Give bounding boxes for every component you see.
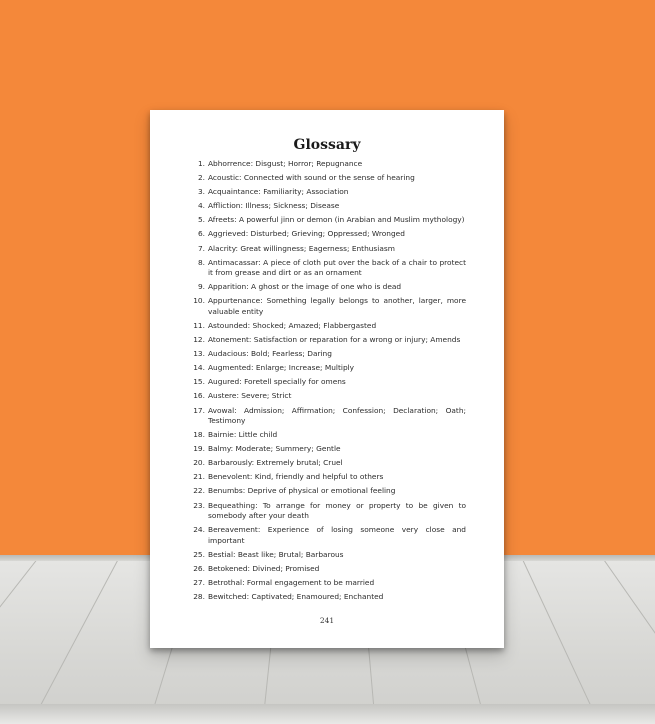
entry-number: 10. xyxy=(193,296,205,306)
entry-text: Afreets: A powerful jinn or demon (in Arabian and Muslim mythology) xyxy=(208,215,465,225)
entry-number: 26. xyxy=(193,563,205,573)
floor-plank-seam xyxy=(520,555,592,708)
floor-front-edge xyxy=(0,704,655,724)
entry-number: 1. xyxy=(197,159,205,168)
entry-number: 13. xyxy=(193,349,205,359)
entry-text: Alacrity: Great willingness; Eagerness; Enthusiasm xyxy=(208,243,395,253)
glossary-entry xyxy=(190,406,466,427)
glossary-entry xyxy=(190,229,466,240)
entry-number: 19. xyxy=(193,444,205,454)
glossary-entry xyxy=(190,296,466,317)
entry-number: 21. xyxy=(193,472,205,482)
entry-text: Benevolent: Kind, friendly and helpful to others xyxy=(208,472,384,482)
page-number: 241 xyxy=(319,616,335,625)
glossary-entry xyxy=(190,525,466,546)
entry-number: 14. xyxy=(193,363,205,373)
floor-plank-seam xyxy=(41,555,121,704)
entry-text: Apparition: A ghost or the image of one who is dead xyxy=(208,282,402,292)
entry-number: 8. xyxy=(197,257,205,267)
glossary-entry xyxy=(190,201,466,212)
glossary-entry xyxy=(190,501,466,522)
entry-text: Appurtenance: Something legally belongs to another, larger, more valuable entity xyxy=(208,296,466,316)
glossary-entry xyxy=(190,377,466,388)
entry-text: Affliction: Illness; Sickness; Disease xyxy=(208,201,340,211)
entry-number: 4. xyxy=(197,201,205,211)
glossary-entry xyxy=(190,349,466,360)
book-page xyxy=(150,110,504,648)
entry-number: 23. xyxy=(193,500,205,510)
entry-text: Augured: Foretell specially for omens xyxy=(208,377,346,387)
entry-number: 9. xyxy=(197,282,205,292)
entry-number: 17. xyxy=(193,405,205,415)
glossary-entry xyxy=(190,244,466,255)
entry-number: 16. xyxy=(193,391,205,401)
entry-number: 28. xyxy=(193,592,205,602)
entry-text: Audacious: Bold; Fearless; Daring xyxy=(208,349,332,359)
entry-number: 12. xyxy=(193,335,205,345)
entry-text: Austere: Severe; Strict xyxy=(208,391,292,401)
entry-number: 20. xyxy=(193,458,205,468)
glossary-entry xyxy=(190,486,466,497)
entry-number: 3. xyxy=(197,187,205,197)
entry-text: Betrothal: Formal engagement to be married xyxy=(208,577,375,587)
glossary-entry xyxy=(190,564,466,575)
entry-text: Bestial: Beast like; Brutal; Barbarous xyxy=(208,549,344,559)
entry-number: 15. xyxy=(193,377,205,387)
entry-text: Aggrieved: Disturbed; Grieving; Oppressed; Wronged xyxy=(208,229,405,239)
entry-number: 5. xyxy=(197,215,205,225)
entry-text: Acquaintance: Familiarity; Association xyxy=(208,187,349,197)
entry-number: 11. xyxy=(193,320,205,330)
glossary-entry xyxy=(190,578,466,589)
entry-number: 24. xyxy=(193,525,205,535)
entry-text: Astounded: Shocked; Amazed; Flabbergasted xyxy=(208,320,377,330)
page-title: Glossary xyxy=(293,137,361,153)
glossary-entry xyxy=(190,472,466,483)
entry-text: Bairnie: Little child xyxy=(208,430,278,440)
entry-number: 25. xyxy=(193,549,205,559)
entry-text: Bereavement: Experience of losing someone very close and important xyxy=(208,525,466,545)
glossary-entry xyxy=(190,159,466,170)
entry-number: 2. xyxy=(197,173,205,183)
entry-text: Benumbs: Deprive of physical or emotional feeling xyxy=(208,486,396,496)
glossary-entry xyxy=(190,335,466,346)
glossary-entry xyxy=(190,458,466,469)
glossary-entry xyxy=(190,321,466,332)
entry-text: Atonement: Satisfaction or reparation for a wrong or injury; Amends xyxy=(208,335,461,345)
entry-text: Bequeathing: To arrange for money or property to be given to somebody after your death xyxy=(208,500,466,521)
glossary-entry xyxy=(190,173,466,184)
entry-text: Antimacassar: A piece of cloth put over the back of a chair to protect it from grease and dirt or as an ornament xyxy=(208,257,466,278)
glossary-entry xyxy=(190,282,466,293)
entry-number: 6. xyxy=(197,229,205,239)
entry-text: Avowal: Admission; Affirmation; Confession; Declaration; Oath; Testimony xyxy=(208,405,466,425)
floor-plank-seam xyxy=(0,555,41,688)
entry-text: Augmented: Enlarge; Increase; Multiply xyxy=(208,363,355,373)
entry-text: Betokened: Divined; Promised xyxy=(208,563,320,573)
glossary-entry xyxy=(190,187,466,198)
glossary-entry xyxy=(190,592,466,603)
glossary-entry xyxy=(190,430,466,441)
entry-text: Balmy: Moderate; Summery; Gentle xyxy=(208,444,341,454)
entry-text: Bewitched: Captivated; Enamoured; Enchanted xyxy=(208,592,384,602)
entry-number: 27. xyxy=(193,577,205,587)
glossary-entry xyxy=(190,550,466,561)
entry-text: Abhorrence: Disgust; Horror; Repugnance xyxy=(208,159,363,168)
entry-text: Barbarously: Extremely brutal; Cruel xyxy=(208,458,343,468)
floor-plank-seam xyxy=(600,555,655,694)
entry-text: Acoustic: Connected with sound or the sense of hearing xyxy=(208,173,415,183)
glossary-entry xyxy=(190,363,466,374)
glossary-entry xyxy=(190,391,466,402)
entry-number: 7. xyxy=(197,243,205,253)
glossary-list xyxy=(190,159,466,606)
entry-number: 22. xyxy=(193,486,205,496)
glossary-entry xyxy=(190,444,466,455)
glossary-entry xyxy=(190,215,466,226)
entry-number: 18. xyxy=(193,430,205,440)
glossary-entry xyxy=(190,258,466,279)
